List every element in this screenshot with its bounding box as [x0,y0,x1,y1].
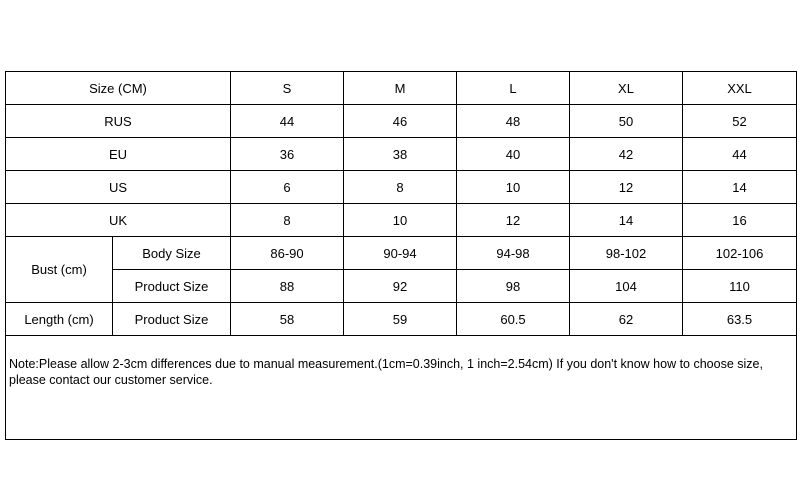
row-label: UK [6,204,231,237]
table-cell: 48 [457,105,570,138]
table-cell: 63.5 [683,303,797,336]
table-cell: 52 [683,105,797,138]
note-row [6,336,797,440]
table-row-rus [6,105,797,138]
table-cell: 10 [457,171,570,204]
table-cell: 110 [683,270,797,303]
row-label: EU [6,138,231,171]
table-cell: 62 [570,303,683,336]
header-size-xl: XL [570,72,683,105]
table-cell: 88 [231,270,344,303]
table-cell: 92 [344,270,457,303]
length-label: Length (cm) [6,303,113,336]
table-row-length [6,303,797,336]
table-cell: 14 [570,204,683,237]
row-label: RUS [6,105,231,138]
table-cell: 44 [231,105,344,138]
table-cell: 104 [570,270,683,303]
table-row-uk [6,204,797,237]
header-size-m: M [344,72,457,105]
table-row-eu [6,138,797,171]
table-cell: 98 [457,270,570,303]
table-cell: 94-98 [457,237,570,270]
bust-body-size-label: Body Size [113,237,231,270]
table-cell: 14 [683,171,797,204]
table-cell: 98-102 [570,237,683,270]
table-cell: 86-90 [231,237,344,270]
table-cell: 60.5 [457,303,570,336]
header-size-s: S [231,72,344,105]
bust-label: Bust (cm) [6,237,113,303]
length-product-size-label: Product Size [113,303,231,336]
table-row-bust-body [6,237,797,270]
table-cell: 102-106 [683,237,797,270]
header-size-l: L [457,72,570,105]
table-row-bust-product [6,270,797,303]
table-cell: 12 [457,204,570,237]
table-cell: 8 [231,204,344,237]
table-cell: 16 [683,204,797,237]
bust-product-size-label: Product Size [113,270,231,303]
table-cell: 44 [683,138,797,171]
measurement-note: Note:Please allow 2-3cm differences due to manual measurement.(1cm=0.39inch, 1 inch=2.54cm) If you don't know how to choose size, please contact our customer service. [6,336,797,440]
table-cell: 50 [570,105,683,138]
table-cell: 58 [231,303,344,336]
table-cell: 38 [344,138,457,171]
size-chart-table [5,71,797,440]
table-row-us [6,171,797,204]
table-cell: 90-94 [344,237,457,270]
table-cell: 36 [231,138,344,171]
table-cell: 12 [570,171,683,204]
table-cell: 8 [344,171,457,204]
header-row [6,72,797,105]
row-label: US [6,171,231,204]
table-cell: 42 [570,138,683,171]
table-cell: 46 [344,105,457,138]
table-cell: 6 [231,171,344,204]
table-cell: 59 [344,303,457,336]
table-cell: 40 [457,138,570,171]
header-size-xxl: XXL [683,72,797,105]
table-cell: 10 [344,204,457,237]
header-size-label: Size (CM) [6,72,231,105]
